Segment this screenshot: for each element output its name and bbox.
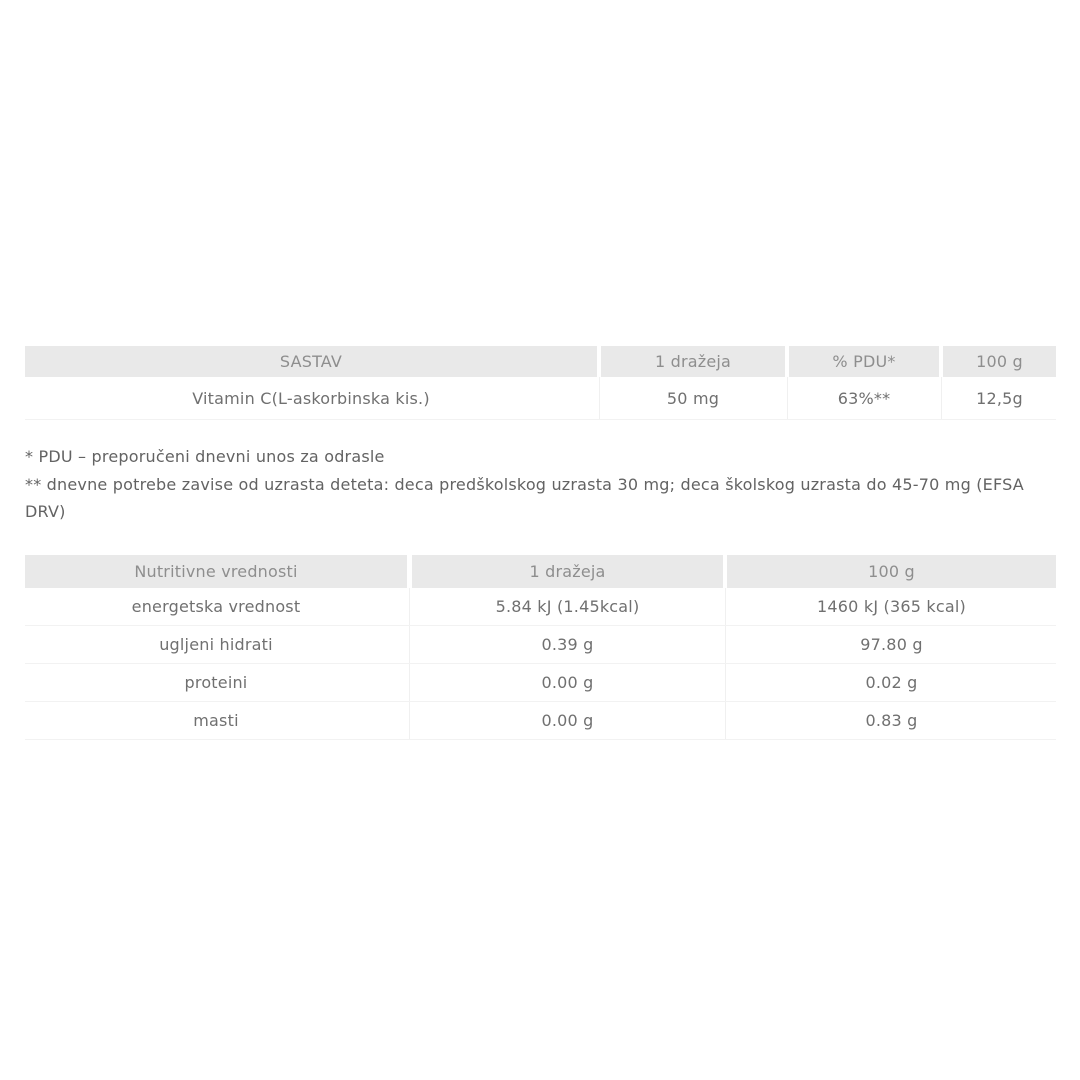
- nutrient-per-piece-value: 0.00 g: [412, 664, 723, 701]
- ingredient-per-100g-value: 12,5g: [943, 377, 1056, 419]
- nutrient-label: energetska vrednost: [25, 588, 407, 625]
- ingredient-per-piece-value: 50 mg: [601, 377, 785, 419]
- nutrition-row-carbs: [25, 626, 1056, 664]
- nutrient-per-100g-value: 1460 kJ (365 kcal): [727, 588, 1056, 625]
- nutrition-row-energy: [25, 588, 1056, 626]
- nutrient-per-100g-value: 97.80 g: [727, 626, 1056, 663]
- sastav-data-row: [25, 377, 1056, 420]
- nutrient-per-piece-value: 0.00 g: [412, 702, 723, 739]
- sastav-header-ingredient: SASTAV: [25, 346, 597, 377]
- sastav-header-per-piece: 1 dražeja: [601, 346, 785, 377]
- footnote-daily-needs-line1: ** dnevne potrebe zavise od uzrasta deteta: deca predškolskog uzrasta 30 mg; deca školskog uzrasta do 45-70 mg (EFSA: [25, 474, 1024, 494]
- nutrient-per-100g-value: 0.83 g: [727, 702, 1056, 739]
- footnote-daily-needs-line2: DRV): [25, 502, 66, 521]
- sastav-header-row: [25, 346, 1056, 377]
- nutrient-label: proteini: [25, 664, 407, 701]
- nutrition-header-row: [25, 555, 1056, 588]
- footnotes: [25, 443, 1056, 526]
- nutrition-header-per-100g: 100 g: [727, 555, 1056, 588]
- nutrient-label: masti: [25, 702, 407, 739]
- nutrient-per-piece-value: 5.84 kJ (1.45kcal): [412, 588, 723, 625]
- nutrition-table: [25, 555, 1056, 740]
- nutrition-row-fat: [25, 702, 1056, 740]
- nutrition-header-per-piece: 1 dražeja: [412, 555, 723, 588]
- nutrition-header-label: Nutritivne vrednosti: [25, 555, 407, 588]
- sastav-header-per-100g: 100 g: [943, 346, 1056, 377]
- footnote-pdu: * PDU – preporučeni dnevni unos za odrasle: [25, 447, 385, 466]
- sastav-header-pdu: % PDU*: [789, 346, 939, 377]
- nutrient-per-piece-value: 0.39 g: [412, 626, 723, 663]
- sastav-table: [25, 346, 1056, 420]
- nutrient-label: ugljeni hidrati: [25, 626, 407, 663]
- ingredient-pdu-value: 63%**: [789, 377, 939, 419]
- ingredient-name: Vitamin C(L-askorbinska kis.): [25, 377, 597, 419]
- nutrient-per-100g-value: 0.02 g: [727, 664, 1056, 701]
- nutrition-row-protein: [25, 664, 1056, 702]
